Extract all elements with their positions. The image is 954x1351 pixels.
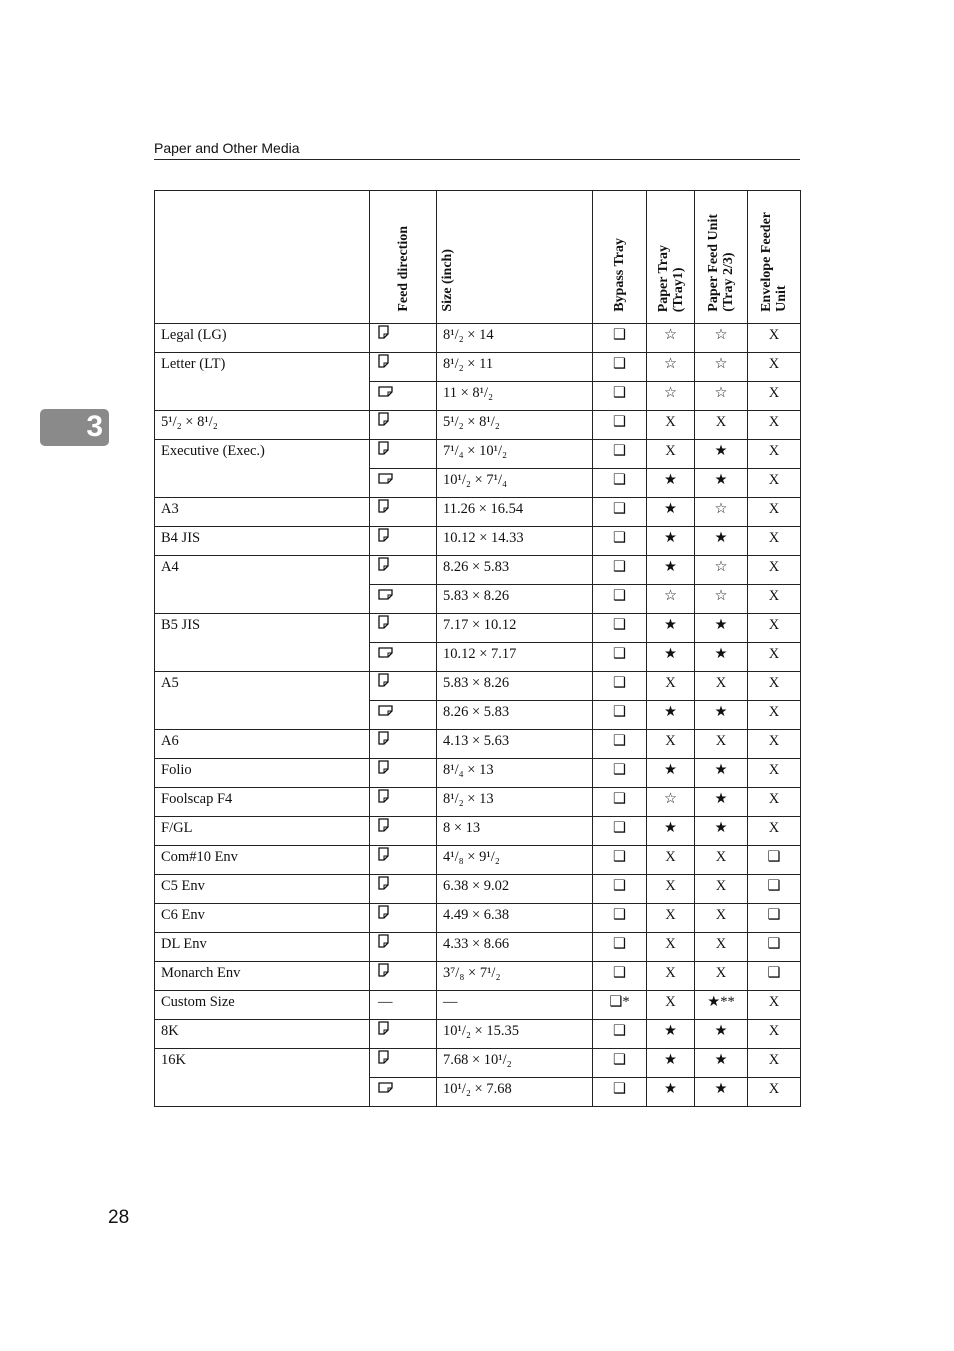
paper-feed-unit-cell: ★ [695,440,748,469]
paper-tray-cell: X [647,904,695,933]
paper-feed-unit-cell: X [695,411,748,440]
table-row [155,1078,801,1107]
paper-name-cell: 5¹/₂ × 8¹/₂ [155,411,370,440]
paper-tray-cell: ★ [647,1078,695,1107]
paper-size-table [154,190,801,1107]
size-cell: 10¹/₂ × 15.35 [437,1020,593,1049]
feed-direction-cell [370,527,437,556]
bypass-tray-cell: ❑ [593,382,647,411]
feed-direction-cell [370,875,437,904]
paper-tray-cell: ☆ [647,788,695,817]
feed-direction-cell: — [370,991,437,1020]
size-cell: 4.13 × 5.63 [437,730,593,759]
feed-direction-cell [370,1078,437,1107]
paper-feed-unit-cell: X [695,846,748,875]
paper-name-cell [155,1078,370,1107]
paper-name-cell: C6 Env [155,904,370,933]
bypass-tray-cell: ❑ [593,817,647,846]
envelope-feeder-cell: X [748,1078,801,1107]
envelope-feeder-cell: X [748,527,801,556]
size-cell: 11.26 × 16.54 [437,498,593,527]
size-cell: 7.17 × 10.12 [437,614,593,643]
size-cell: 7.68 × 10¹/₂ [437,1049,593,1078]
envelope-feeder-cell: ❑ [748,875,801,904]
paper-tray-cell: ★ [647,469,695,498]
size-cell: 8¹/₂ × 14 [437,324,593,353]
chapter-tab [40,409,109,446]
feed-direction-cell [370,585,437,614]
portrait-feed-icon [378,733,389,749]
envelope-feeder-cell: X [748,817,801,846]
size-cell: 7¹/₄ × 10¹/₂ [437,440,593,469]
paper-feed-unit-cell: X [695,904,748,933]
paper-name-cell: B4 JIS [155,527,370,556]
size-cell: 10¹/₂ × 7¹/₄ [437,469,593,498]
portrait-feed-icon [378,820,389,836]
paper-feed-unit-cell: ☆ [695,382,748,411]
table-row [155,411,801,440]
bypass-tray-cell: ❑ [593,498,647,527]
header-feed-direction: Feed direction [370,191,437,324]
paper-tray-cell: ★ [647,1020,695,1049]
bypass-tray-cell: ❑ [593,904,647,933]
size-cell: — [437,991,593,1020]
portrait-feed-icon [378,762,389,778]
size-cell: 8.26 × 5.83 [437,701,593,730]
feed-direction-cell [370,1020,437,1049]
size-cell: 3⁷/₈ × 7¹/₂ [437,962,593,991]
portrait-feed-icon [378,791,389,807]
landscape-feed-icon [378,704,393,720]
feed-direction-cell [370,353,437,382]
feed-direction-cell [370,730,437,759]
paper-name-cell: Com#10 Env [155,846,370,875]
paper-feed-unit-cell: ★ [695,1078,748,1107]
envelope-feeder-cell: X [748,440,801,469]
bypass-tray-cell: ❑ [593,1078,647,1107]
feed-direction-cell [370,324,437,353]
portrait-feed-icon [378,849,389,865]
paper-tray-cell: X [647,672,695,701]
envelope-feeder-cell: X [748,614,801,643]
feed-direction-cell [370,614,437,643]
paper-tray-cell: X [647,730,695,759]
size-cell: 10¹/₂ × 7.68 [437,1078,593,1107]
portrait-feed-icon [378,414,389,430]
table-row [155,469,801,498]
envelope-feeder-cell: X [748,759,801,788]
paper-name-cell: A6 [155,730,370,759]
paper-tray-cell: ★ [647,817,695,846]
table-row [155,759,801,788]
envelope-feeder-cell: X [748,1049,801,1078]
bypass-tray-cell: ❑ [593,556,647,585]
table-body [155,324,801,1107]
paper-tray-cell: ★ [647,701,695,730]
feed-direction-cell [370,788,437,817]
paper-name-cell [155,701,370,730]
header-paper-feed-unit: Paper Feed Unit (Tray 2/3) [695,191,748,324]
paper-tray-cell: ★ [647,614,695,643]
paper-name-cell: Foolscap F4 [155,788,370,817]
paper-tray-cell: ★ [647,1049,695,1078]
feed-direction-cell [370,440,437,469]
paper-feed-unit-cell: ★ [695,527,748,556]
bypass-tray-cell: ❑ [593,933,647,962]
size-cell: 10.12 × 14.33 [437,527,593,556]
paper-tray-cell: X [647,991,695,1020]
table-row [155,324,801,353]
paper-feed-unit-cell: ☆ [695,353,748,382]
bypass-tray-cell: ❑ [593,759,647,788]
paper-feed-unit-cell: X [695,962,748,991]
paper-tray-cell: ☆ [647,353,695,382]
size-cell: 10.12 × 7.17 [437,643,593,672]
size-cell: 4.49 × 6.38 [437,904,593,933]
portrait-feed-icon [378,559,389,575]
table-row [155,701,801,730]
paper-tray-cell: ★ [647,643,695,672]
paper-name-cell [155,469,370,498]
size-cell: 6.38 × 9.02 [437,875,593,904]
paper-feed-unit-cell: ☆ [695,585,748,614]
paper-tray-cell: X [647,962,695,991]
bypass-tray-cell: ❑ [593,353,647,382]
landscape-feed-icon [378,646,393,662]
paper-tray-cell: ★ [647,527,695,556]
paper-tray-cell: X [647,846,695,875]
table-row [155,933,801,962]
portrait-feed-icon [378,443,389,459]
table-row [155,353,801,382]
table-row [155,875,801,904]
envelope-feeder-cell: X [748,585,801,614]
paper-feed-unit-cell: ★ [695,817,748,846]
feed-direction-cell [370,904,437,933]
paper-feed-unit-cell: ★ [695,1020,748,1049]
table-row [155,556,801,585]
portrait-feed-icon [378,501,389,517]
envelope-feeder-cell: X [748,730,801,759]
running-header: Paper and Other Media [154,138,800,160]
paper-feed-unit-cell: ★ [695,701,748,730]
envelope-feeder-cell: X [748,701,801,730]
paper-tray-cell: ★ [647,556,695,585]
feed-direction-cell [370,556,437,585]
paper-name-cell [155,643,370,672]
header-bypass-tray: Bypass Tray [593,191,647,324]
paper-tray-cell: X [647,875,695,904]
feed-direction-cell [370,411,437,440]
paper-name-cell: A4 [155,556,370,585]
paper-name-cell: C5 Env [155,875,370,904]
table-row [155,846,801,875]
paper-name-cell: 8K [155,1020,370,1049]
bypass-tray-cell: ❑ [593,846,647,875]
envelope-feeder-cell: X [748,469,801,498]
paper-feed-unit-cell: X [695,730,748,759]
portrait-feed-icon [378,327,389,343]
envelope-feeder-cell: ❑ [748,904,801,933]
feed-direction-cell [370,1049,437,1078]
paper-feed-unit-cell: X [695,672,748,701]
envelope-feeder-cell: ❑ [748,933,801,962]
paper-feed-unit-cell: X [695,875,748,904]
paper-name-cell: Custom Size [155,991,370,1020]
landscape-feed-icon [378,1081,393,1097]
bypass-tray-cell: ❑ [593,469,647,498]
feed-direction-cell [370,759,437,788]
bypass-tray-cell: ❑ [593,875,647,904]
table-row [155,498,801,527]
feed-direction-cell [370,469,437,498]
paper-tray-cell: X [647,440,695,469]
portrait-feed-icon [378,675,389,691]
portrait-feed-icon [378,1052,389,1068]
table-row [155,643,801,672]
table-row [155,788,801,817]
bypass-tray-cell: ❑ [593,672,647,701]
feed-direction-cell [370,382,437,411]
paper-tray-cell: X [647,933,695,962]
paper-feed-unit-cell: ☆ [695,556,748,585]
landscape-feed-icon [378,472,393,488]
size-cell: 8.26 × 5.83 [437,556,593,585]
envelope-feeder-cell: X [748,1020,801,1049]
envelope-feeder-cell: X [748,788,801,817]
paper-name-cell: Monarch Env [155,962,370,991]
bypass-tray-cell: ❑ [593,614,647,643]
paper-name-cell: Folio [155,759,370,788]
table-row [155,527,801,556]
size-cell: 8¹/₂ × 13 [437,788,593,817]
bypass-tray-cell: ❑ [593,1020,647,1049]
envelope-feeder-cell: X [748,672,801,701]
feed-direction-cell [370,962,437,991]
paper-name-cell: DL Env [155,933,370,962]
feed-direction-cell [370,643,437,672]
feed-direction-cell [370,701,437,730]
size-cell: 5.83 × 8.26 [437,585,593,614]
paper-feed-unit-cell: ★ [695,788,748,817]
bypass-tray-cell: ❑ [593,527,647,556]
table-row [155,1049,801,1078]
bypass-tray-cell: ❑ [593,962,647,991]
bypass-tray-cell: ❑ [593,411,647,440]
header-row [155,191,801,324]
bypass-tray-cell: ❑ [593,324,647,353]
paper-tray-cell: ☆ [647,382,695,411]
page-number: 28 [108,1207,130,1228]
portrait-feed-icon [378,965,389,981]
table-row [155,672,801,701]
paper-name-cell: 16K [155,1049,370,1078]
bypass-tray-cell: ❑ [593,1049,647,1078]
paper-name-cell: A5 [155,672,370,701]
table-row [155,440,801,469]
size-cell: 11 × 8¹/₂ [437,382,593,411]
paper-tray-cell: ★ [647,498,695,527]
table-row [155,730,801,759]
paper-tray-cell: ★ [647,759,695,788]
envelope-feeder-cell: X [748,353,801,382]
paper-name-cell: Executive (Exec.) [155,440,370,469]
feed-direction-cell [370,817,437,846]
paper-name-cell: A3 [155,498,370,527]
bypass-tray-cell: ❑ [593,730,647,759]
feed-direction-cell [370,846,437,875]
paper-tray-cell: X [647,411,695,440]
envelope-feeder-cell: X [748,382,801,411]
paper-feed-unit-cell: ★ [695,759,748,788]
portrait-feed-icon [378,878,389,894]
paper-tray-cell: ☆ [647,324,695,353]
envelope-feeder-cell: X [748,643,801,672]
envelope-feeder-cell: X [748,991,801,1020]
paper-name-cell: B5 JIS [155,614,370,643]
table-row [155,962,801,991]
landscape-feed-icon [378,588,393,604]
table-row [155,585,801,614]
table-row [155,904,801,933]
bypass-tray-cell: ❑ [593,788,647,817]
paper-name-cell [155,585,370,614]
bypass-tray-cell: ❑ [593,701,647,730]
table-row [155,991,801,1020]
bypass-tray-cell: ❑* [593,991,647,1020]
size-cell: 4¹/₈ × 9¹/₂ [437,846,593,875]
paper-feed-unit-cell: ★ [695,1049,748,1078]
envelope-feeder-cell: ❑ [748,846,801,875]
paper-name-cell [155,382,370,411]
bypass-tray-cell: ❑ [593,585,647,614]
envelope-feeder-cell: X [748,556,801,585]
header-size: Size (inch) [437,191,593,324]
portrait-feed-icon [378,1023,389,1039]
paper-name-cell: F/GL [155,817,370,846]
portrait-feed-icon [378,617,389,633]
size-cell: 4.33 × 8.66 [437,933,593,962]
landscape-feed-icon [378,385,393,401]
bypass-tray-cell: ❑ [593,643,647,672]
envelope-feeder-cell: X [748,498,801,527]
envelope-feeder-cell: ❑ [748,962,801,991]
portrait-feed-icon [378,356,389,372]
size-cell: 5.83 × 8.26 [437,672,593,701]
feed-direction-cell [370,672,437,701]
size-cell: 8 × 13 [437,817,593,846]
size-cell: 5¹/₂ × 8¹/₂ [437,411,593,440]
portrait-feed-icon [378,907,389,923]
table-row [155,614,801,643]
portrait-feed-icon [378,530,389,546]
envelope-feeder-cell: X [748,324,801,353]
paper-feed-unit-cell: ☆ [695,498,748,527]
paper-feed-unit-cell: ☆ [695,324,748,353]
paper-feed-unit-cell: ★ [695,643,748,672]
paper-tray-cell: ☆ [647,585,695,614]
table-row [155,382,801,411]
feed-direction-cell [370,498,437,527]
header-paper-tray: Paper Tray (Tray1) [647,191,695,324]
feed-direction-cell [370,933,437,962]
paper-feed-unit-cell: ★** [695,991,748,1020]
header-envelope-feeder: Envelope Feeder Unit [748,191,801,324]
table-row [155,817,801,846]
size-cell: 8¹/₂ × 11 [437,353,593,382]
paper-name-cell: Legal (LG) [155,324,370,353]
paper-feed-unit-cell: ★ [695,469,748,498]
header-blank [155,191,370,324]
chapter-number: 3 [86,410,103,443]
paper-feed-unit-cell: X [695,933,748,962]
envelope-feeder-cell: X [748,411,801,440]
size-cell: 8¹/₄ × 13 [437,759,593,788]
paper-feed-unit-cell: ★ [695,614,748,643]
portrait-feed-icon [378,936,389,952]
paper-name-cell: Letter (LT) [155,353,370,382]
bypass-tray-cell: ❑ [593,440,647,469]
table-row [155,1020,801,1049]
